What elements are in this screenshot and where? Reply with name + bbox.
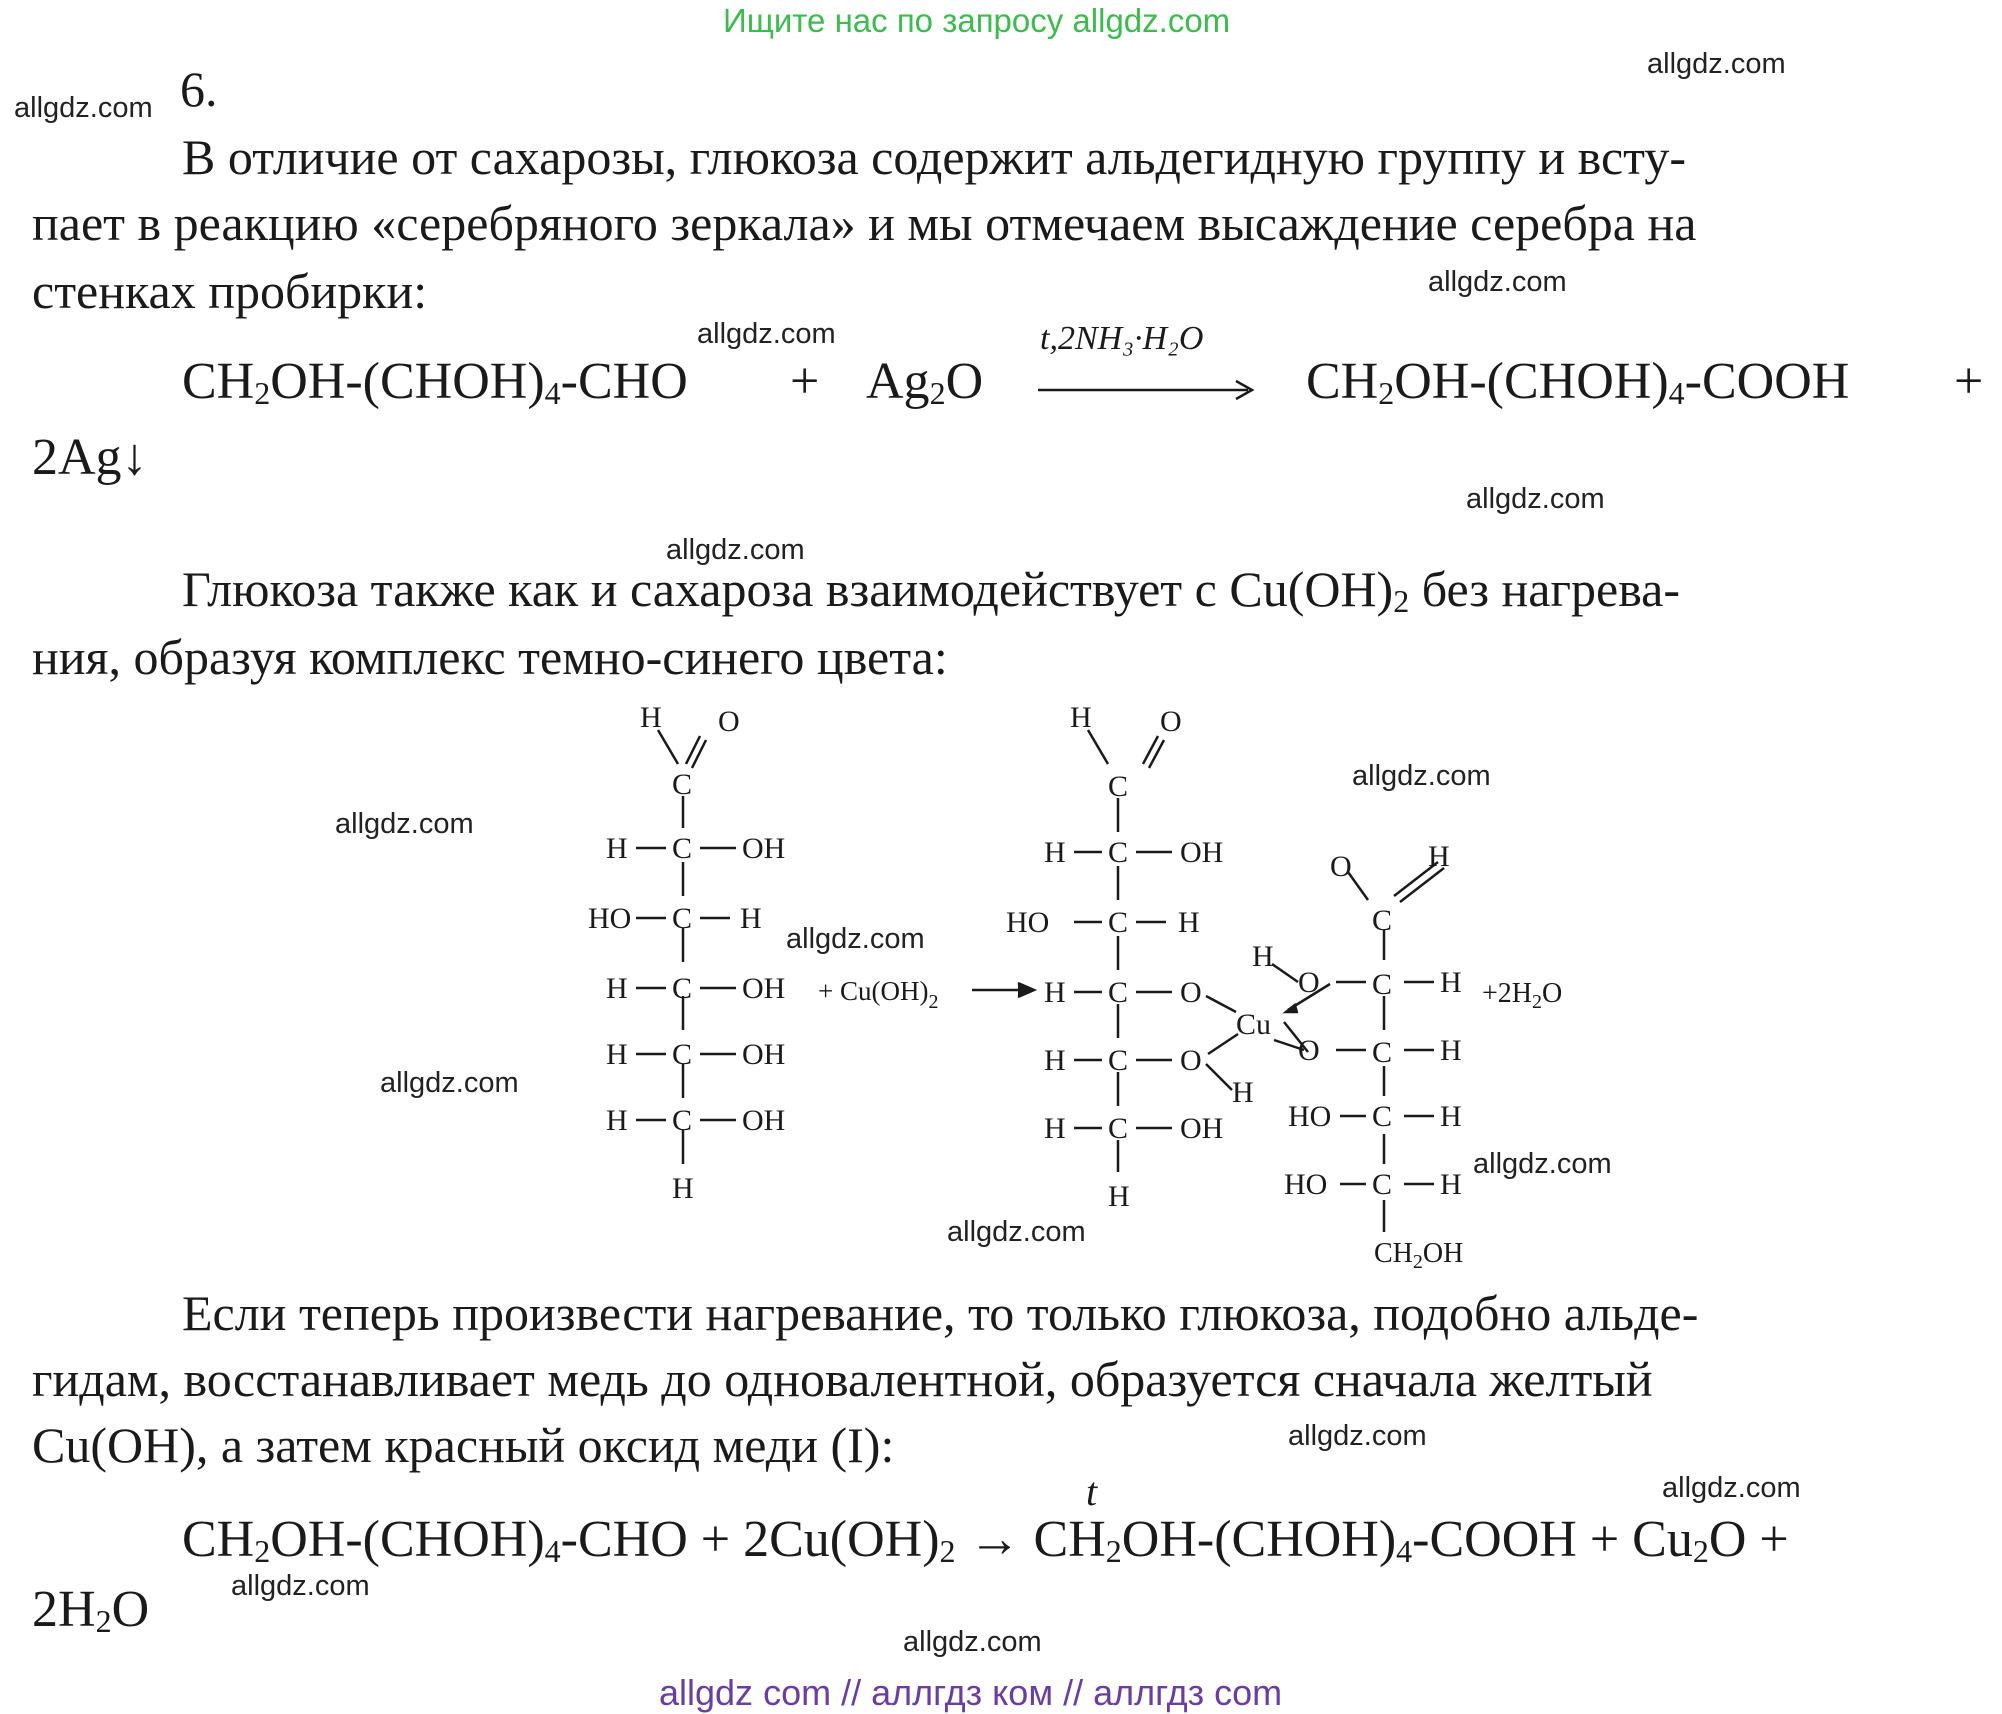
watermark: allgdz.com bbox=[1428, 266, 1567, 298]
atom-label: O bbox=[1180, 1044, 1202, 1077]
atom-label: H bbox=[1044, 1112, 1066, 1145]
atom-label: C bbox=[672, 1038, 693, 1071]
watermark: allgdz.com bbox=[786, 923, 925, 955]
para1-line2: пает в реакцию «серебряного зеркала» и мы отмечаем высаждение серебра на bbox=[32, 195, 1697, 251]
atom-label: C bbox=[1108, 976, 1129, 1009]
watermark: allgdz.com bbox=[231, 1570, 370, 1602]
eq2-condition: t bbox=[1086, 1469, 1098, 1514]
eq2-line2: 2H2O bbox=[32, 1581, 150, 1639]
atom-label: HO bbox=[1288, 1100, 1332, 1133]
watermark: allgdz.com bbox=[1466, 483, 1605, 515]
eq2-line1: CH2OH-(CHOH)4-CHO + 2Cu(OH)2 → CH2OH-(CHOH)4-COOH + Cu2O + bbox=[182, 1511, 1789, 1569]
watermark: allgdz.com bbox=[1647, 48, 1786, 80]
watermark: allgdz.com bbox=[335, 808, 474, 840]
atom-label: H bbox=[1440, 966, 1462, 999]
atom-label: H bbox=[1044, 836, 1066, 869]
atom-label: HO bbox=[1284, 1168, 1328, 1201]
eq1-condition: t,2NH₃·H₂O bbox=[1040, 320, 1204, 357]
atom-label: H bbox=[1108, 1180, 1130, 1213]
atom-label: H bbox=[606, 972, 628, 1005]
atom-label: H bbox=[1428, 840, 1450, 873]
atom-label: C bbox=[1108, 906, 1129, 939]
reagent-label: + $Cu(OH)_2$ bbox=[818, 976, 939, 1013]
eq1-reactant-ag2o: Ag2O bbox=[866, 353, 984, 411]
eq1-plus2: + bbox=[1954, 353, 1984, 410]
watermark: allgdz.com bbox=[380, 1067, 519, 1099]
atom-label: OH bbox=[742, 1038, 786, 1071]
atom-label: H bbox=[1440, 1168, 1462, 1201]
watermark: allgdz.com bbox=[697, 318, 836, 350]
watermark: allgdz.com bbox=[903, 1626, 1042, 1658]
atom-label: H bbox=[1232, 1076, 1254, 1109]
atom-label: H bbox=[606, 1038, 628, 1071]
atom-label: C bbox=[1108, 836, 1129, 869]
atom-label: C bbox=[1372, 1168, 1393, 1201]
atom-label: C bbox=[1108, 770, 1129, 803]
eq1-reactant-glucose: CH2OH-(CHOH)4-CHO bbox=[182, 353, 688, 411]
atom-label: O bbox=[1180, 976, 1202, 1009]
para2-line1: Глюкоза также как и сахароза взаимодействует с Cu(OH)2 без нагрева- bbox=[182, 561, 1680, 619]
atom-label: C bbox=[672, 832, 693, 865]
atom-label: C bbox=[1372, 968, 1393, 1001]
atom-label: HO bbox=[588, 902, 632, 935]
para3-line1: Если теперь произвести нагревание, то только глюкоза, подобно альде- bbox=[182, 1285, 1699, 1341]
para3-line2: гидам, восстанавливает медь до одновалентной, образуется сначала желтый bbox=[32, 1351, 1653, 1407]
atom-label: O bbox=[718, 705, 740, 738]
atom-label: H bbox=[640, 701, 662, 734]
atom-label: O bbox=[1298, 1034, 1320, 1067]
atom-label: H bbox=[606, 1104, 628, 1137]
watermark: allgdz.com bbox=[1662, 1472, 1801, 1504]
eq1-plus: + bbox=[790, 353, 820, 410]
para1-line1: В отличие от сахарозы, глюкоза содержит альдегидную группу и всту- bbox=[182, 129, 1686, 185]
atom-label: C bbox=[1372, 1100, 1393, 1133]
eq1-arrow-icon bbox=[1038, 378, 1260, 402]
atom-label: H bbox=[1440, 1100, 1462, 1133]
atom-label: H bbox=[1252, 940, 1274, 973]
atom-label: O bbox=[1298, 966, 1320, 999]
atom-label: H bbox=[672, 1172, 694, 1205]
atom-label: H bbox=[1044, 1044, 1066, 1077]
atom-label: C bbox=[672, 768, 693, 801]
atom-label: C bbox=[1372, 1036, 1393, 1069]
watermark: allgdz.com bbox=[666, 534, 805, 566]
top-banner[interactable]: Ищите нас по запросу allgdz.com bbox=[723, 2, 1231, 39]
atom-label: C bbox=[672, 902, 693, 935]
eq1-product-gluconic: CH2OH-(CHOH)4-COOH bbox=[1306, 353, 1850, 411]
atom-label: C bbox=[672, 972, 693, 1005]
atom-label: H bbox=[740, 902, 762, 935]
atom-label: OH bbox=[742, 832, 786, 865]
atom-label: OH bbox=[742, 972, 786, 1005]
eq2-arrow-icon: → bbox=[968, 1511, 1021, 1568]
para2-line2: ния, образуя комплекс темно-синего цвета: bbox=[32, 629, 948, 685]
atom-label: H bbox=[1440, 1034, 1462, 1067]
atom-label: O bbox=[1160, 705, 1182, 738]
atom-label: H bbox=[606, 832, 628, 865]
atom-label: Cu bbox=[1236, 1008, 1272, 1041]
watermark: allgdz.com bbox=[14, 92, 153, 124]
atom-label: C bbox=[672, 1104, 693, 1137]
para1-line3: стенках пробирки: bbox=[32, 263, 428, 319]
task-number: 6. bbox=[180, 61, 218, 117]
atom-label: OH bbox=[1180, 836, 1224, 869]
atom-label: O bbox=[1330, 850, 1352, 883]
atom-label: H bbox=[1070, 701, 1092, 734]
watermark: allgdz.com bbox=[1473, 1148, 1612, 1180]
atom-label: H bbox=[1044, 976, 1066, 1009]
atom-label: OH bbox=[1180, 1112, 1224, 1145]
atom-label: H bbox=[1178, 906, 1200, 939]
watermark: allgdz.com bbox=[1288, 1420, 1427, 1452]
glucose-complex-diagram bbox=[0, 680, 2002, 1280]
watermark: allgdz.com bbox=[947, 1216, 1086, 1248]
water-label: $+2H_2O$ bbox=[1482, 978, 1563, 1013]
ch2oh-label: $CH_2OH$ bbox=[1374, 1238, 1464, 1273]
watermark: allgdz.com bbox=[1352, 760, 1491, 792]
atom-label: C bbox=[1108, 1044, 1129, 1077]
para3-line3: Cu(OH), а затем красный оксид меди (I): bbox=[32, 1417, 895, 1473]
eq1-product-silver: 2Ag↓ bbox=[32, 429, 148, 486]
atom-label: OH bbox=[742, 1104, 786, 1137]
atom-label: HO bbox=[1006, 906, 1050, 939]
bottom-banner[interactable]: allgdz com // аллгдз ком // аллгдз com bbox=[659, 1672, 1283, 1713]
atom-label: C bbox=[1372, 904, 1393, 937]
atom-label: C bbox=[1108, 1112, 1129, 1145]
